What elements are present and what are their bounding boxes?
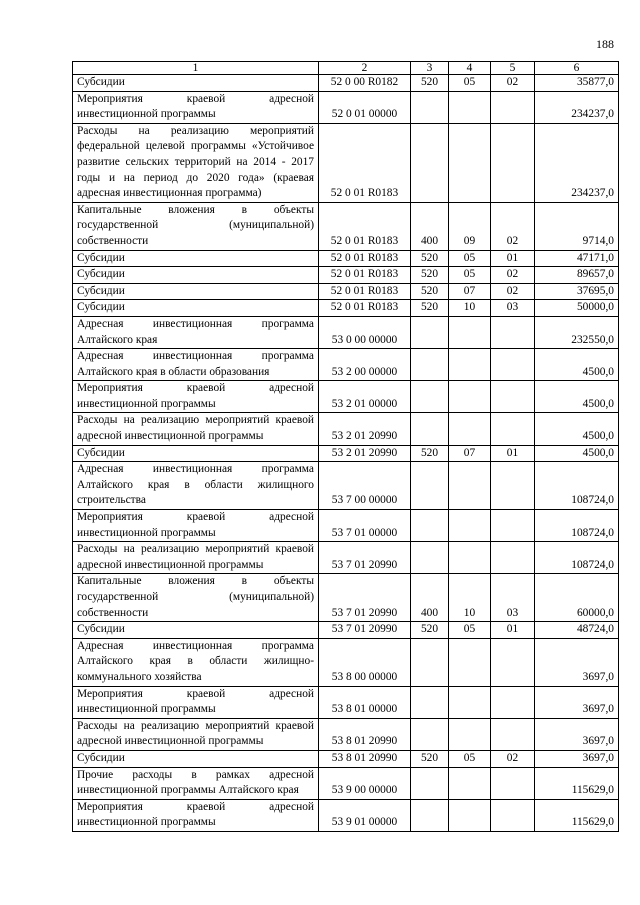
row-section (449, 462, 491, 510)
row-code: 52 0 00 R0182 (319, 75, 411, 92)
row-subsection (491, 462, 535, 510)
row-code: 53 2 01 20990 (319, 445, 411, 462)
table-row (73, 718, 619, 750)
row-amount: 3697,0 (535, 686, 619, 718)
row-name: Субсидии (73, 250, 319, 267)
table-row (73, 349, 619, 381)
row-amount: 3697,0 (535, 750, 619, 767)
row-amount: 60000,0 (535, 574, 619, 622)
row-expense-type (411, 316, 449, 348)
row-code: 53 8 01 00000 (319, 686, 411, 718)
row-code: 53 8 01 20990 (319, 750, 411, 767)
table-header-row (73, 62, 619, 75)
row-expense-type (411, 381, 449, 413)
row-code: 53 7 00 00000 (319, 462, 411, 510)
row-expense-type: 520 (411, 267, 449, 284)
row-name: Мероприятия краевой адресной инвестиционной программы (73, 510, 319, 542)
row-code: 52 0 01 R0183 (319, 267, 411, 284)
row-amount: 4500,0 (535, 349, 619, 381)
row-subsection (491, 542, 535, 574)
row-section: 07 (449, 445, 491, 462)
row-name: Расходы на реализацию мероприятий краевой адресной инвестиционной программы (73, 542, 319, 574)
column-header-5: 5 (491, 62, 535, 75)
row-name: Мероприятия краевой адресной инвестиционной программы (73, 799, 319, 831)
row-subsection: 03 (491, 300, 535, 317)
row-amount: 47171,0 (535, 250, 619, 267)
row-expense-type (411, 510, 449, 542)
row-section (449, 316, 491, 348)
row-code: 53 7 01 20990 (319, 574, 411, 622)
row-amount: 234237,0 (535, 91, 619, 123)
table-row (73, 91, 619, 123)
row-name: Субсидии (73, 75, 319, 92)
row-section (449, 799, 491, 831)
row-code: 53 9 00 00000 (319, 767, 411, 799)
row-subsection (491, 349, 535, 381)
column-header-1: 1 (73, 62, 319, 75)
table-row (73, 622, 619, 639)
row-section: 05 (449, 75, 491, 92)
row-expense-type (411, 542, 449, 574)
row-subsection: 02 (491, 202, 535, 250)
row-amount: 48724,0 (535, 622, 619, 639)
row-code: 52 0 01 00000 (319, 91, 411, 123)
row-name: Субсидии (73, 267, 319, 284)
row-subsection: 02 (491, 283, 535, 300)
row-amount: 108724,0 (535, 462, 619, 510)
row-expense-type (411, 638, 449, 686)
row-subsection (491, 413, 535, 445)
row-name: Мероприятия краевой адресной инвестиционной программы (73, 381, 319, 413)
row-code: 53 7 01 20990 (319, 542, 411, 574)
row-amount: 3697,0 (535, 718, 619, 750)
column-header-3: 3 (411, 62, 449, 75)
row-section: 07 (449, 283, 491, 300)
row-section (449, 413, 491, 445)
row-section (449, 381, 491, 413)
row-expense-type: 520 (411, 250, 449, 267)
budget-table (72, 61, 619, 832)
row-code: 53 2 01 20990 (319, 413, 411, 445)
table-row (73, 283, 619, 300)
row-subsection (491, 767, 535, 799)
row-subsection (491, 638, 535, 686)
table-row (73, 750, 619, 767)
row-code: 53 2 01 00000 (319, 381, 411, 413)
row-section: 10 (449, 300, 491, 317)
table-row (73, 381, 619, 413)
table-row (73, 510, 619, 542)
table-body (73, 75, 619, 832)
row-name: Адресная инвестиционная программа Алтайского края в области жилищного строительства (73, 462, 319, 510)
row-code: 53 8 01 20990 (319, 718, 411, 750)
row-amount: 37695,0 (535, 283, 619, 300)
row-code: 52 0 01 R0183 (319, 300, 411, 317)
row-subsection: 02 (491, 75, 535, 92)
row-amount: 232550,0 (535, 316, 619, 348)
row-name: Капитальные вложения в объекты государственной (муниципальной) собственности (73, 574, 319, 622)
row-section: 05 (449, 622, 491, 639)
row-section (449, 349, 491, 381)
row-name: Субсидии (73, 283, 319, 300)
row-code: 52 0 01 R0183 (319, 202, 411, 250)
row-name: Адресная инвестиционная программа Алтайского края в области образования (73, 349, 319, 381)
row-amount: 115629,0 (535, 767, 619, 799)
row-name: Мероприятия краевой адресной инвестиционной программы (73, 91, 319, 123)
table-row (73, 686, 619, 718)
row-code: 53 2 00 00000 (319, 349, 411, 381)
row-code: 53 8 00 00000 (319, 638, 411, 686)
row-subsection (491, 510, 535, 542)
page-number: 188 (596, 37, 614, 51)
row-amount: 3697,0 (535, 638, 619, 686)
table-row (73, 250, 619, 267)
row-amount: 50000,0 (535, 300, 619, 317)
row-amount: 108724,0 (535, 510, 619, 542)
row-subsection (491, 123, 535, 202)
table-row (73, 123, 619, 202)
row-name: Капитальные вложения в объекты государственной (муниципальной) собственности (73, 202, 319, 250)
row-name: Расходы на реализацию мероприятий краевой адресной инвестиционной программы (73, 413, 319, 445)
row-subsection: 01 (491, 622, 535, 639)
row-section: 05 (449, 250, 491, 267)
row-name: Расходы на реализацию мероприятий федеральной целевой программы «Устойчивое развитие сельских территорий на 2014 - 2017 годы и на период до 2020 года» (краевая адресная инвестиционная программа) (73, 123, 319, 202)
row-subsection: 03 (491, 574, 535, 622)
row-amount: 4500,0 (535, 381, 619, 413)
row-amount: 89657,0 (535, 267, 619, 284)
row-subsection: 02 (491, 267, 535, 284)
column-header-2: 2 (319, 62, 411, 75)
table-row (73, 300, 619, 317)
row-amount: 115629,0 (535, 799, 619, 831)
row-code: 53 7 01 00000 (319, 510, 411, 542)
row-code: 53 9 01 00000 (319, 799, 411, 831)
row-amount: 234237,0 (535, 123, 619, 202)
row-expense-type: 520 (411, 622, 449, 639)
row-subsection (491, 718, 535, 750)
row-subsection (491, 799, 535, 831)
row-name: Адресная инвестиционная программа Алтайского края (73, 316, 319, 348)
row-section (449, 91, 491, 123)
row-amount: 9714,0 (535, 202, 619, 250)
row-section: 10 (449, 574, 491, 622)
row-expense-type: 520 (411, 300, 449, 317)
row-section (449, 718, 491, 750)
row-subsection (491, 686, 535, 718)
row-expense-type: 520 (411, 750, 449, 767)
table-row (73, 267, 619, 284)
row-name: Субсидии (73, 622, 319, 639)
row-expense-type (411, 349, 449, 381)
row-expense-type (411, 686, 449, 718)
row-code: 52 0 01 R0183 (319, 283, 411, 300)
row-section (449, 686, 491, 718)
row-code: 52 0 01 R0183 (319, 123, 411, 202)
row-name: Мероприятия краевой адресной инвестиционной программы (73, 686, 319, 718)
row-subsection (491, 91, 535, 123)
column-header-6: 6 (535, 62, 619, 75)
table-row (73, 638, 619, 686)
row-expense-type: 400 (411, 574, 449, 622)
row-expense-type (411, 718, 449, 750)
row-subsection: 01 (491, 445, 535, 462)
row-section (449, 123, 491, 202)
table-row (73, 574, 619, 622)
row-expense-type (411, 767, 449, 799)
row-section (449, 542, 491, 574)
row-section: 05 (449, 267, 491, 284)
row-amount: 35877,0 (535, 75, 619, 92)
row-section (449, 638, 491, 686)
table-row (73, 462, 619, 510)
table-row (73, 202, 619, 250)
row-expense-type (411, 123, 449, 202)
row-code: 53 0 00 00000 (319, 316, 411, 348)
row-subsection (491, 316, 535, 348)
row-amount: 4500,0 (535, 413, 619, 445)
table-row (73, 542, 619, 574)
row-expense-type: 520 (411, 283, 449, 300)
row-section: 09 (449, 202, 491, 250)
table-row (73, 413, 619, 445)
row-name: Расходы на реализацию мероприятий краевой адресной инвестиционной программы (73, 718, 319, 750)
row-expense-type (411, 462, 449, 510)
row-name: Прочие расходы в рамках адресной инвестиционной программы Алтайского края (73, 767, 319, 799)
row-expense-type (411, 413, 449, 445)
row-name: Субсидии (73, 300, 319, 317)
table-row (73, 767, 619, 799)
row-code: 53 7 01 20990 (319, 622, 411, 639)
row-section (449, 510, 491, 542)
row-expense-type: 400 (411, 202, 449, 250)
table-row (73, 316, 619, 348)
row-subsection: 01 (491, 250, 535, 267)
row-expense-type: 520 (411, 75, 449, 92)
row-subsection: 02 (491, 750, 535, 767)
row-section (449, 767, 491, 799)
row-amount: 108724,0 (535, 542, 619, 574)
row-code: 52 0 01 R0183 (319, 250, 411, 267)
table-row (73, 75, 619, 92)
row-subsection (491, 381, 535, 413)
row-name: Субсидии (73, 445, 319, 462)
column-header-4: 4 (449, 62, 491, 75)
row-expense-type (411, 91, 449, 123)
row-section: 05 (449, 750, 491, 767)
row-name: Субсидии (73, 750, 319, 767)
table-row (73, 445, 619, 462)
row-name: Адресная инвестиционная программа Алтайского края в области жилищно-коммунального хозяйства (73, 638, 319, 686)
table-row (73, 799, 619, 831)
row-expense-type: 520 (411, 445, 449, 462)
row-amount: 4500,0 (535, 445, 619, 462)
row-expense-type (411, 799, 449, 831)
